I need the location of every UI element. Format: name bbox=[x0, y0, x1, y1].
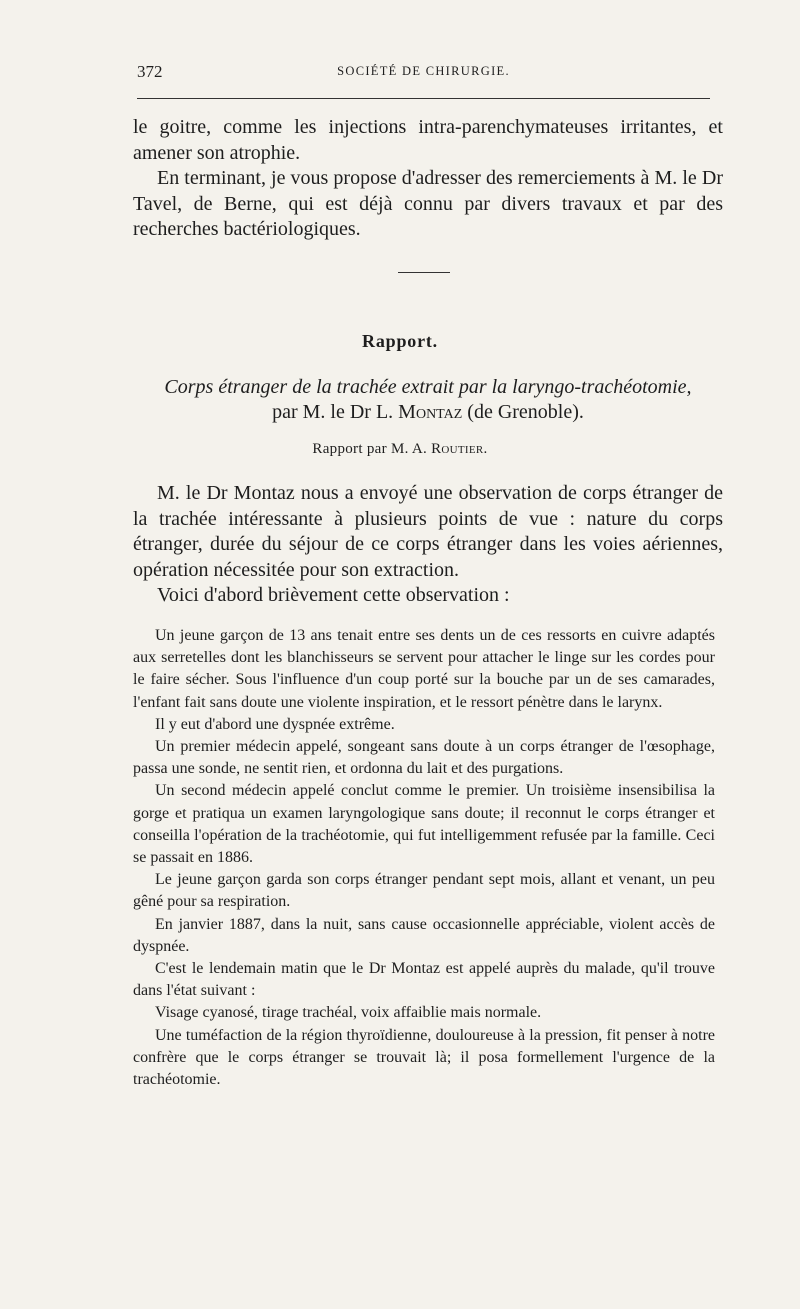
observation-paragraph: Il y eut d'abord une dyspnée extrême. bbox=[155, 715, 395, 733]
article-byline bbox=[133, 400, 723, 425]
paragraph: M. le Dr Montaz nous a envoyé une observation de corps étranger de la trachée intéressante à plusieurs points de vue : nature du corps étranger, durée du séjour de ce corps étranger dans les voies aériennes, opération nécessitée pour son extraction. bbox=[133, 482, 723, 581]
running-title: SOCIÉTÉ DE CHIRURGIE. bbox=[337, 64, 510, 78]
page-header bbox=[137, 62, 710, 86]
observation-paragraph: Visage cyanosé, tirage trachéal, voix affaiblie mais normale. bbox=[155, 1004, 542, 1022]
observation-paragraph: Un jeune garçon de 13 ans tenait entre ses dents un de ces ressorts en cuivre adaptés aux serretelles dont les blanchisseurs se servent pour attacher le linge sur les cordes pour le faire sécher. Sous l'influence d'un coup porté sur la bouche par un de ses camarades, l'enfant fait sans doute une violente inspiration, et le ressort pénètre dans le larynx. bbox=[133, 627, 715, 711]
observation-text bbox=[133, 625, 715, 1091]
main-text bbox=[133, 481, 723, 609]
rapporteur-prefix: Rapport par M. A. bbox=[312, 441, 428, 457]
article-heading bbox=[133, 375, 723, 425]
observation-paragraph: C'est le lendemain matin que le Dr Montaz est appelé auprès du malade, qu'il trouve dans l'état suivant : bbox=[133, 960, 715, 1000]
paragraph: Voici d'abord brièvement cette observation : bbox=[157, 584, 510, 607]
observation-paragraph: Un second médecin appelé conclut comme le premier. Un troisième insensibilisa la gorge et pratiqua un examen laryngologique sans doute; il reconnut le corps étranger et conseilla l'opération de la trachéotomie, qui fut intelligemment refusée par la famille. Ceci se passait en 1886. bbox=[133, 782, 715, 867]
rapporteur-name: Routier. bbox=[431, 441, 488, 457]
rapporteur-line bbox=[0, 441, 800, 458]
section-separator bbox=[398, 272, 450, 273]
observation-paragraph: En janvier 1887, dans la nuit, sans cause occasionnelle appréciable, violent accès de dyspnée. bbox=[133, 915, 715, 955]
paragraph: le goitre, comme les injections intra-parenchymateuses irritantes, et amener son atrophie. bbox=[133, 116, 723, 164]
article-title: Corps étranger de la trachée extrait par la laryngo-trachéotomie, bbox=[164, 376, 692, 398]
byline-suffix: (de Grenoble). bbox=[467, 401, 584, 423]
page-number: 372 bbox=[137, 62, 163, 81]
byline-prefix: par M. le Dr L. bbox=[272, 401, 394, 423]
paragraph: En terminant, je vous propose d'adresser des remerciements à M. le Dr Tavel, de Berne, qui est déjà connu par divers travaux et par des recherches bactériologiques. bbox=[133, 167, 723, 241]
intro-text bbox=[133, 115, 723, 243]
section-title: Rapport. bbox=[362, 331, 438, 351]
author-name: Montaz bbox=[398, 401, 463, 423]
observation-paragraph: Le jeune garçon garda son corps étranger pendant sept mois, allant et venant, un peu gêné pour sa respiration. bbox=[133, 871, 715, 911]
observation-paragraph: Un premier médecin appelé, songeant sans doute à un corps étranger de l'œsophage, passa une sonde, ne sentit rien, et ordonna du lait et des purgations. bbox=[133, 738, 715, 778]
header-rule bbox=[137, 98, 710, 99]
observation-paragraph: Une tuméfaction de la région thyroïdienne, douloureuse à la pression, fit penser à notre confrère que le corps étranger se trouvait là; il posa formellement l'urgence de la trachéotomie. bbox=[133, 1026, 715, 1089]
